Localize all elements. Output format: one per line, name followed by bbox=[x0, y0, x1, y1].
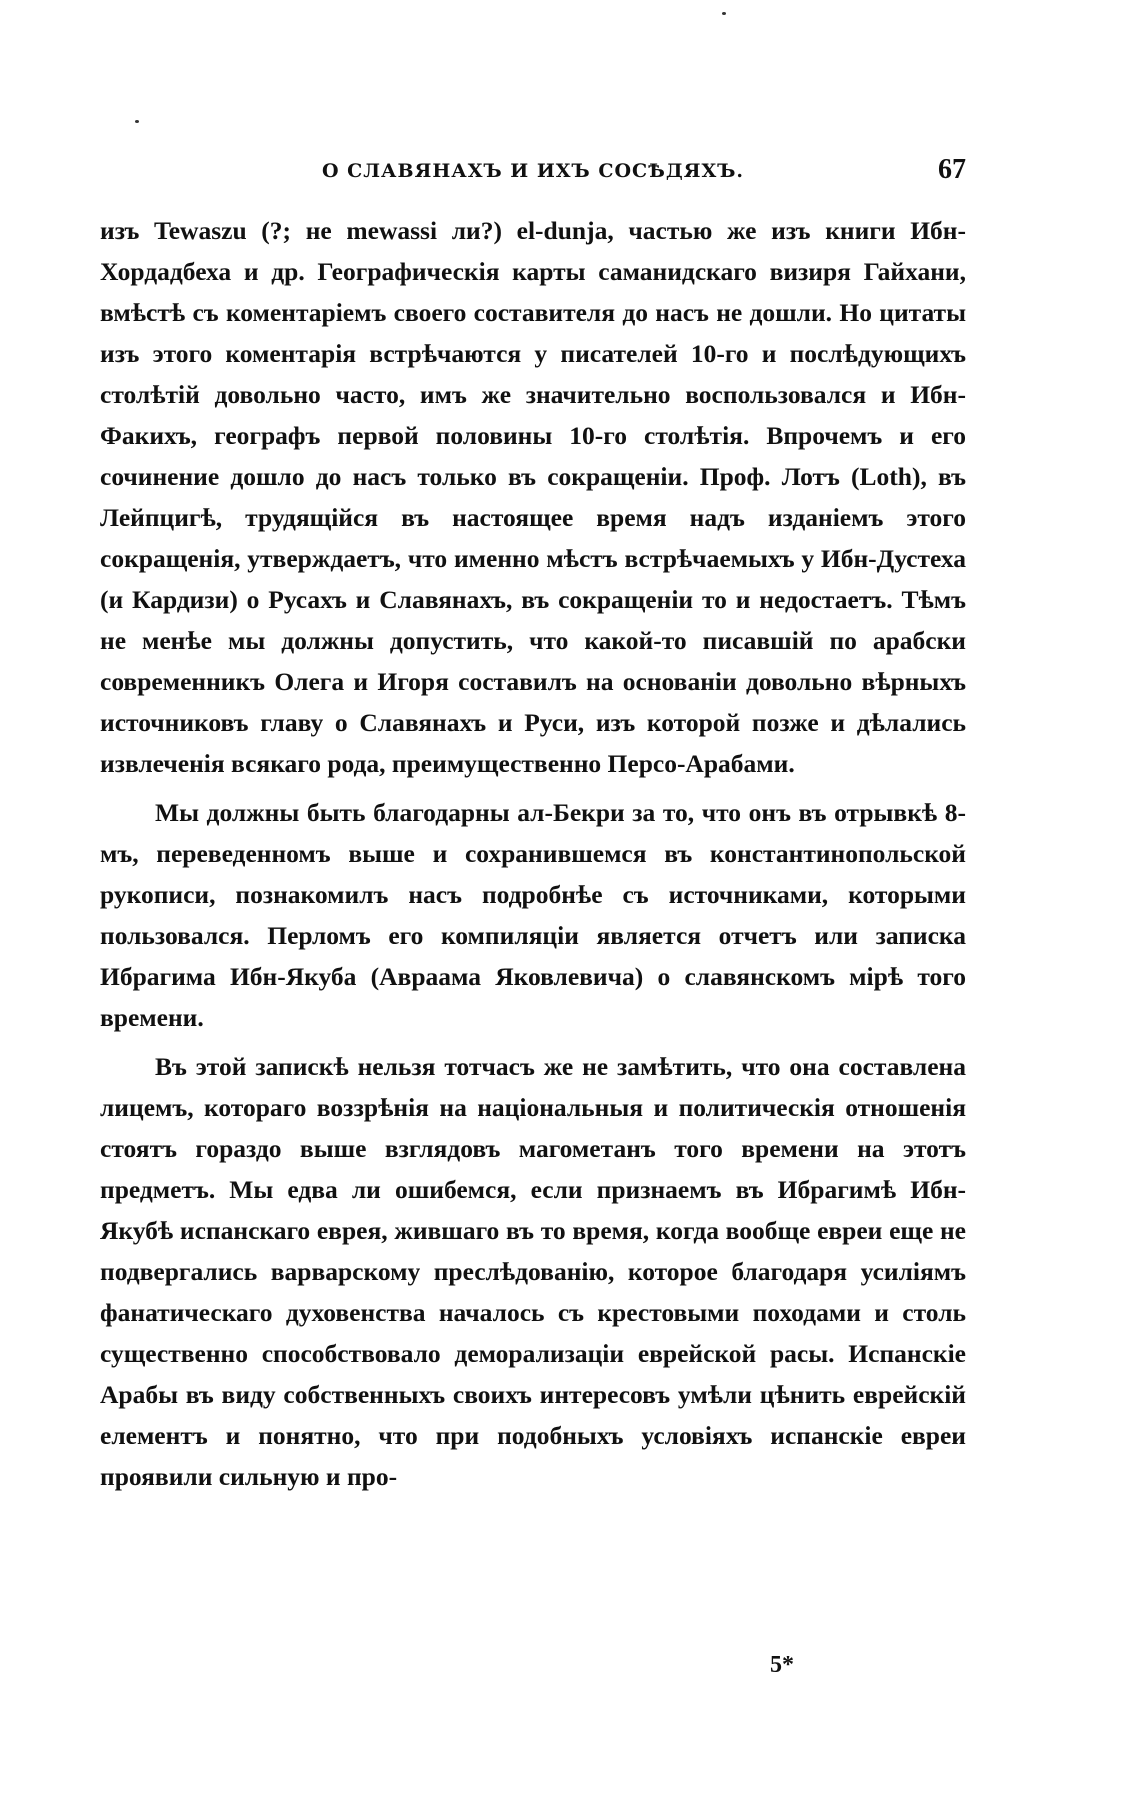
paragraph-1: изъ Tewaszu (?; не mewassi ли?) el-dunja, частью же изъ книги Ибн-Хордадбеха и др. Географическія карты саманидскаго визиря Гайхани, вмѣстѣ съ коментаріемъ своего составителя до насъ не дошли. Но цитаты изъ этого коментарія встрѣчаются у писателей 10-го и послѣдующихъ столѣтій довольно часто, имъ же значительно воспользовался и Ибн-Факихъ, географъ первой половины 10-го столѣтія. Впрочемъ и его сочинение дошло до насъ только въ сокращеніи. Проф. Лотъ (Loth), въ Лейпцигѣ, трудящійся въ настоящее время надъ изданіемъ этого сокращенія, утверждаетъ, что именно мѣстъ встрѣчаемыхъ у Ибн-Дустеха (и Кардизи) о Русахъ и Славянахъ, въ сокращеніи то и недостаетъ. Тѣмъ не менѣе мы должны допустить, что какой-то писавшій по арабски современникъ Олега и Игоря составилъ на основаніи довольно вѣрныхъ источниковъ главу о Славянахъ и Руси, изъ которой позже и дѣлались извлеченія всякаго рода, преимущественно Персо-Арабами. bbox=[100, 216, 966, 778]
signature-mark: 5* bbox=[770, 1652, 794, 1678]
running-head: О СЛАВЯНАХЪ И ИХЪ СОСѢДЯХЪ. bbox=[321, 160, 745, 182]
print-speck bbox=[135, 120, 139, 123]
print-speck bbox=[722, 12, 726, 15]
body-text bbox=[100, 210, 966, 1497]
page-header bbox=[100, 154, 966, 194]
paragraph-3: Въ этой запискѣ нельзя тотчасъ же не замѣтить, что она составлена лицемъ, котораго воззрѣнія на національныя и политическія отношенія стоятъ гораздо выше взглядовъ магометанъ того времени на этотъ предметъ. Мы едва ли ошибемся, если признаемъ въ Ибрагимѣ Ибн-Якубѣ испанскаго еврея, жившаго въ то время, когда вообще евреи еще не подвергались варварскому преслѣдованію, которое благодаря усиліямъ фанатическаго духовенства началось съ крестовыми походами и столь существенно способствовало деморализаціи еврейской расы. Испанскіе Арабы въ виду собственныхъ своихъ интересовъ умѣли цѣнить еврейскій елементъ и понятно, что при подобныхъ условіяхъ испанскіе евреи проявили сильную и про- bbox=[100, 1052, 966, 1491]
paragraph-2: Мы должны быть благодарны ал-Бекри за то, что онъ въ отрывкѣ 8-мъ, переведенномъ выше и сохранившемся въ константинопольской рукописи, познакомилъ насъ подробнѣе съ источниками, которыми пользовался. Перломъ его компиляціи является отчетъ или записка Ибрагима Ибн-Якуба (Авраама Яковлевича) о славянскомъ мірѣ того времени. bbox=[100, 798, 966, 1032]
page-number: 67 bbox=[938, 154, 966, 185]
